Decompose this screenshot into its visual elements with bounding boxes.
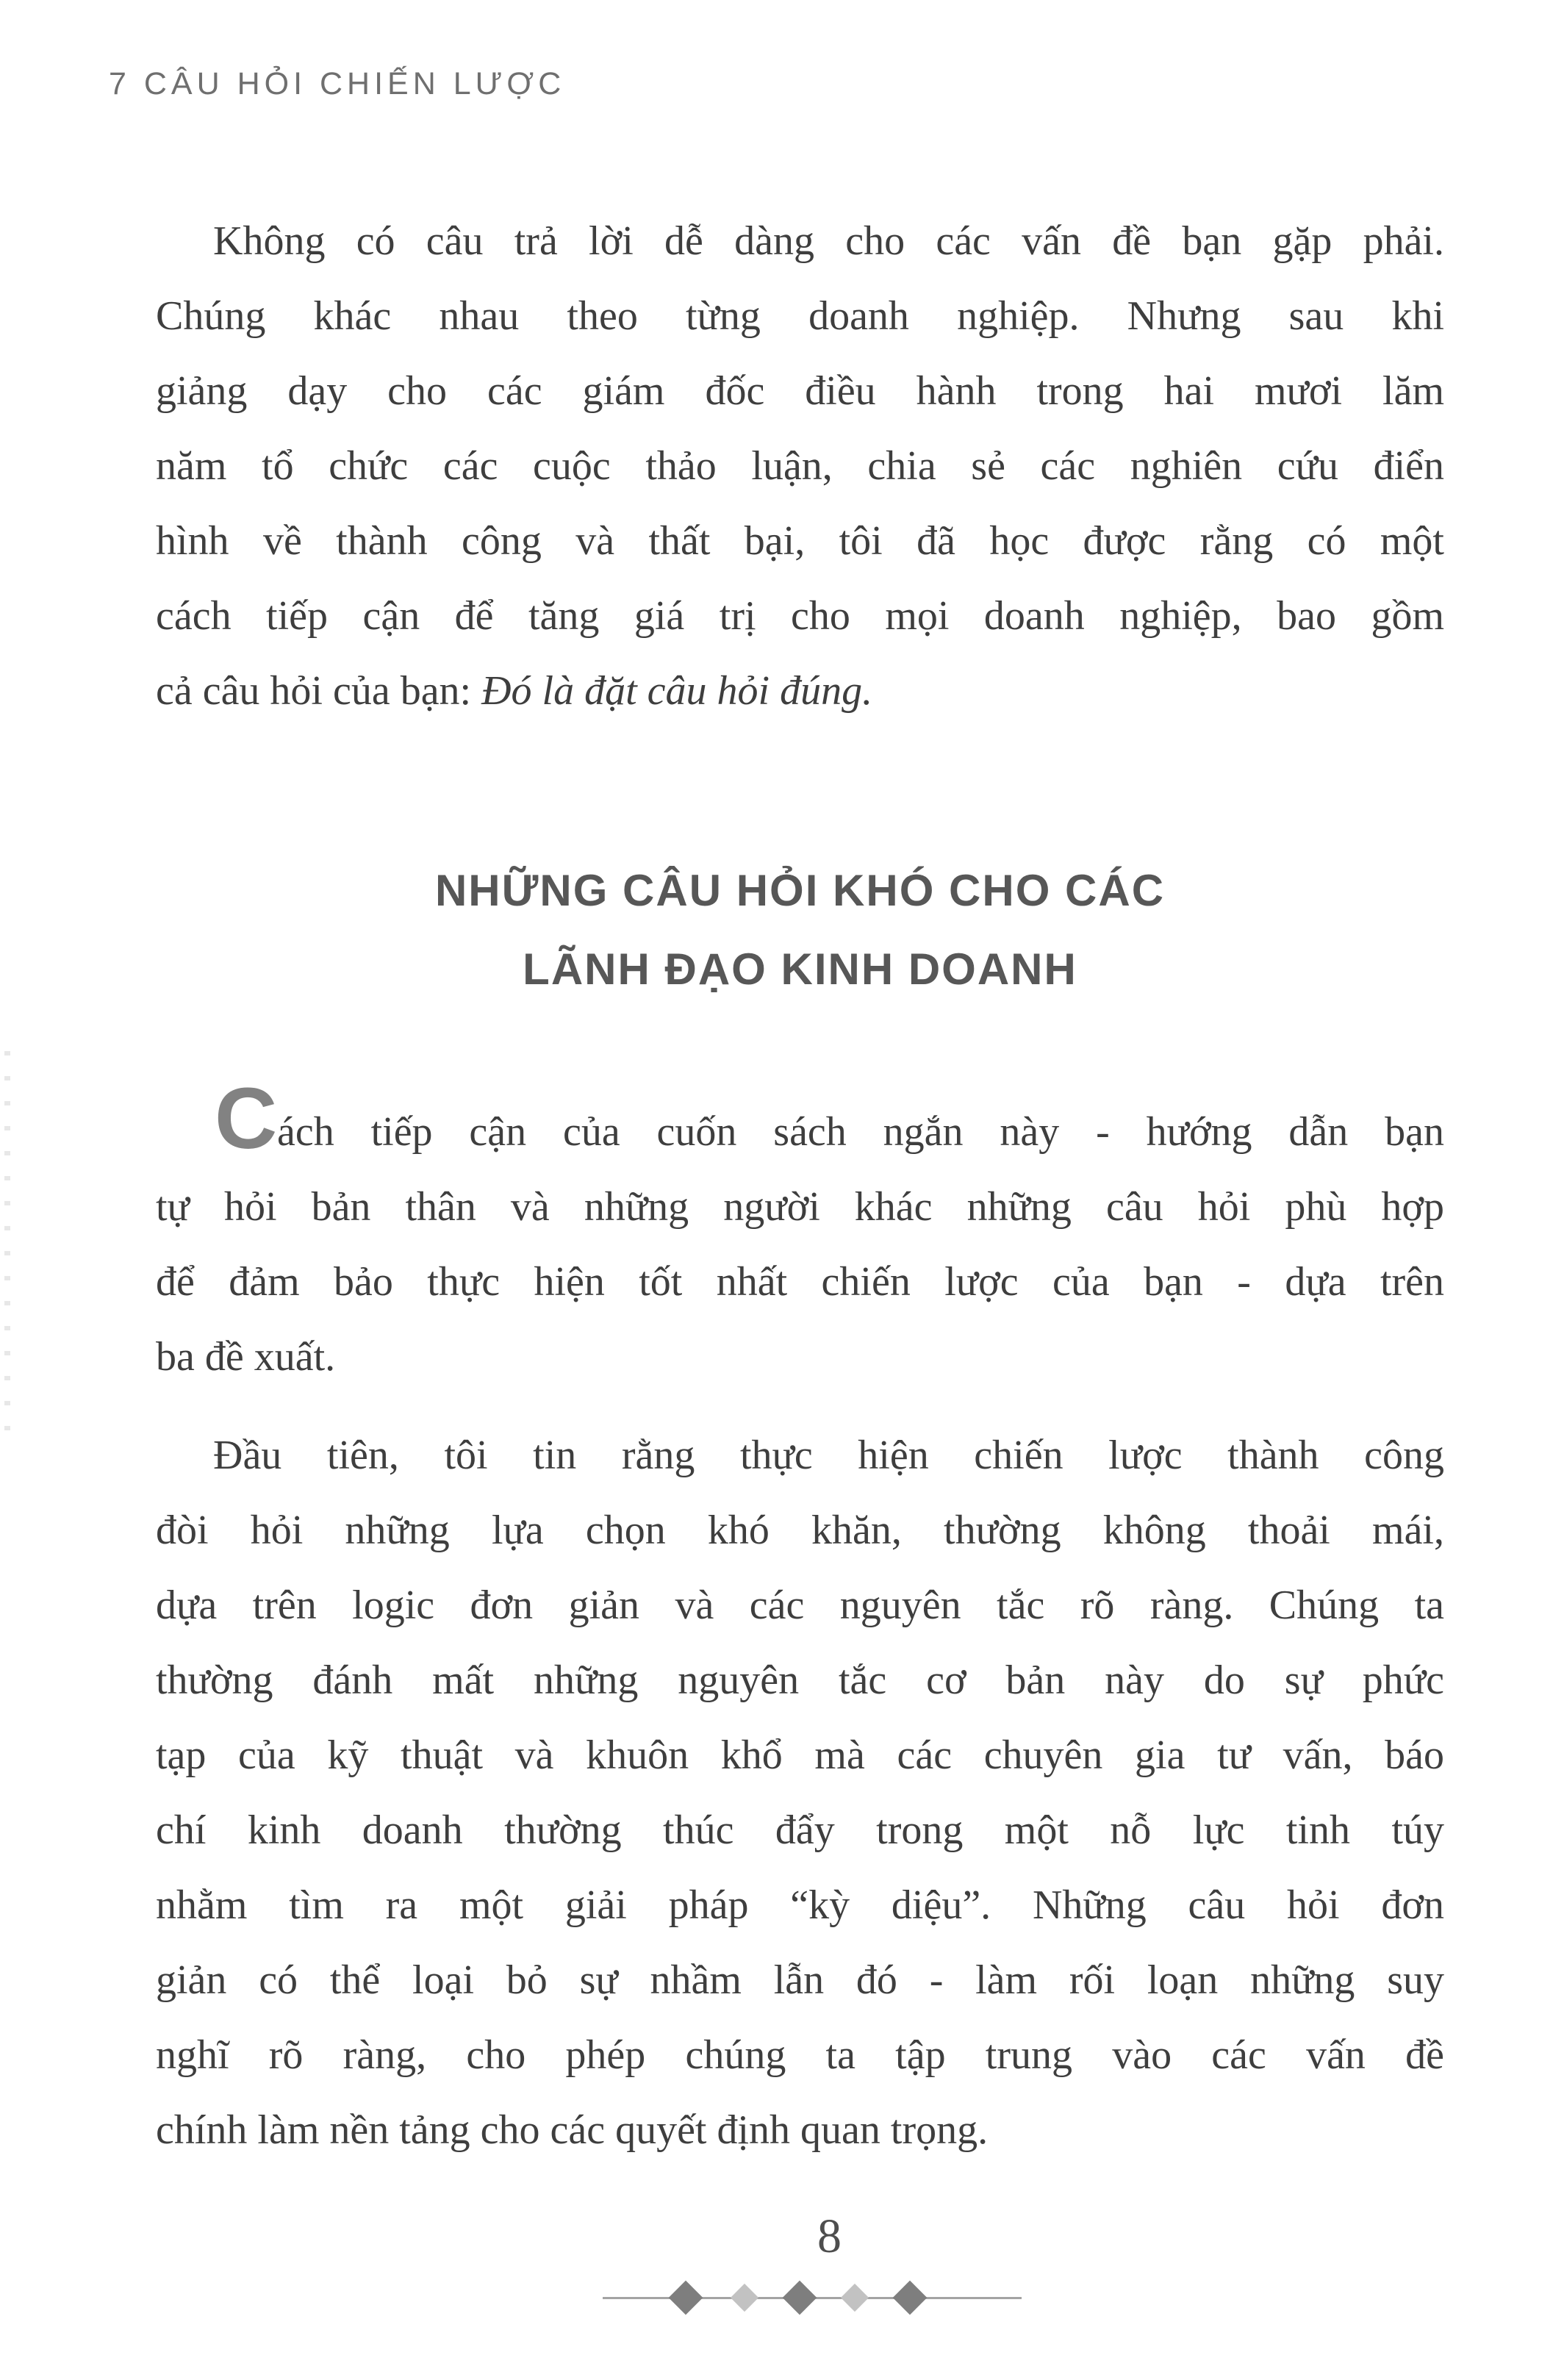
text-line: năm tổ chức các cuộc thảo luận, chia sẻ các nghiên cứu điển bbox=[156, 443, 1444, 489]
scan-artifact-left-edge bbox=[4, 1051, 10, 1433]
paragraph-1-last-italic: Đó là đặt câu hỏi đúng. bbox=[481, 668, 873, 714]
paragraph-2-lines bbox=[156, 1169, 1444, 1319]
paragraph-1-last-regular: cả câu hỏi của bạn: bbox=[156, 668, 482, 714]
text-line: Chúng khác nhau theo từng doanh nghiệp. Nhưng sau khi bbox=[156, 293, 1444, 339]
section-heading bbox=[156, 851, 1444, 1008]
diamond-ornament bbox=[783, 2281, 817, 2315]
text-line: chí kinh doanh thường thúc đẩy trong một nỗ lực tinh túy bbox=[156, 1807, 1444, 1853]
text-line: hình về thành công và thất bại, tôi đã học được rằng có một bbox=[156, 518, 1444, 564]
text-line: nhằm tìm ra một giải pháp “kỳ diệu”. Những câu hỏi đơn bbox=[156, 1882, 1444, 1928]
paragraph-3-lines bbox=[156, 1418, 1444, 2093]
text-line: để đảm bảo thực hiện tốt nhất chiến lược của bạn - dựa trên bbox=[156, 1259, 1444, 1305]
paragraph-2 bbox=[156, 1070, 1444, 1394]
text-line: dựa trên logic đơn giản và các nguyên tắc rõ ràng. Chúng ta bbox=[156, 1583, 1444, 1628]
text-line: Đầu tiên, tôi tin rằng thực hiện chiến lược thành công bbox=[213, 1433, 1444, 1478]
paragraph-2-last-line: ba đề xuất. bbox=[156, 1334, 336, 1380]
text-line: Không có câu trả lời dễ dàng cho các vấn đề bạn gặp phải. bbox=[213, 218, 1444, 264]
diamond-ornament bbox=[841, 2284, 869, 2312]
text-line: tạp của kỹ thuật và khuôn khổ mà các chuyên gia tư vấn, báo bbox=[156, 1732, 1444, 1778]
paragraph-1-last-line bbox=[156, 653, 1444, 728]
paragraph-1-lines bbox=[156, 204, 1444, 653]
diamond-ornament bbox=[893, 2281, 928, 2315]
text-line: thường đánh mất những nguyên tắc cơ bản này do sự phức bbox=[156, 1657, 1444, 1703]
text-line: đòi hỏi những lựa chọn khó khăn, thường không thoải mái, bbox=[156, 1508, 1444, 1553]
text-line: nghĩ rõ ràng, cho phép chúng ta tập trung vào các vấn đề bbox=[156, 2032, 1444, 2078]
text-line: tự hỏi bản thân và những người khác những câu hỏi phù hợp bbox=[156, 1184, 1444, 1230]
section-heading-line-1: NHỮNG CÂU HỎI KHÓ CHO CÁC bbox=[434, 866, 1166, 915]
paragraph-3-last-line: chính làm nền tảng cho các quyết định quan trọng. bbox=[156, 2107, 989, 2153]
text-line: giảng dạy cho các giám đốc điều hành trong hai mươi lăm bbox=[156, 368, 1444, 414]
running-header: 7 CÂU HỎI CHIẾN LƯỢC bbox=[109, 66, 566, 101]
text-line: giản có thể loại bỏ sự nhầm lẫn đó - làm rối loạn những suy bbox=[156, 1957, 1444, 2003]
text-line: cách tiếp cận để tăng giá trị cho mọi doanh nghiệp, bao gồm bbox=[156, 593, 1444, 639]
diamond-ornament bbox=[669, 2281, 703, 2315]
diamond-ornament bbox=[731, 2284, 758, 2312]
paragraph-2-first-line bbox=[156, 1070, 1444, 1169]
paragraph-1 bbox=[156, 204, 1444, 728]
page-number: 8 bbox=[817, 2209, 842, 2263]
section-heading-line-2: LÃNH ĐẠO KINH DOANH bbox=[523, 945, 1077, 994]
dropcap-letter: C bbox=[215, 1070, 278, 1167]
paragraph-3 bbox=[156, 1418, 1444, 2168]
paragraph-2-first-line-text: ách tiếp cận của cuốn sách ngắn này - hướng dẫn bạn bbox=[277, 1109, 1444, 1155]
footer-divider bbox=[603, 2279, 1022, 2317]
